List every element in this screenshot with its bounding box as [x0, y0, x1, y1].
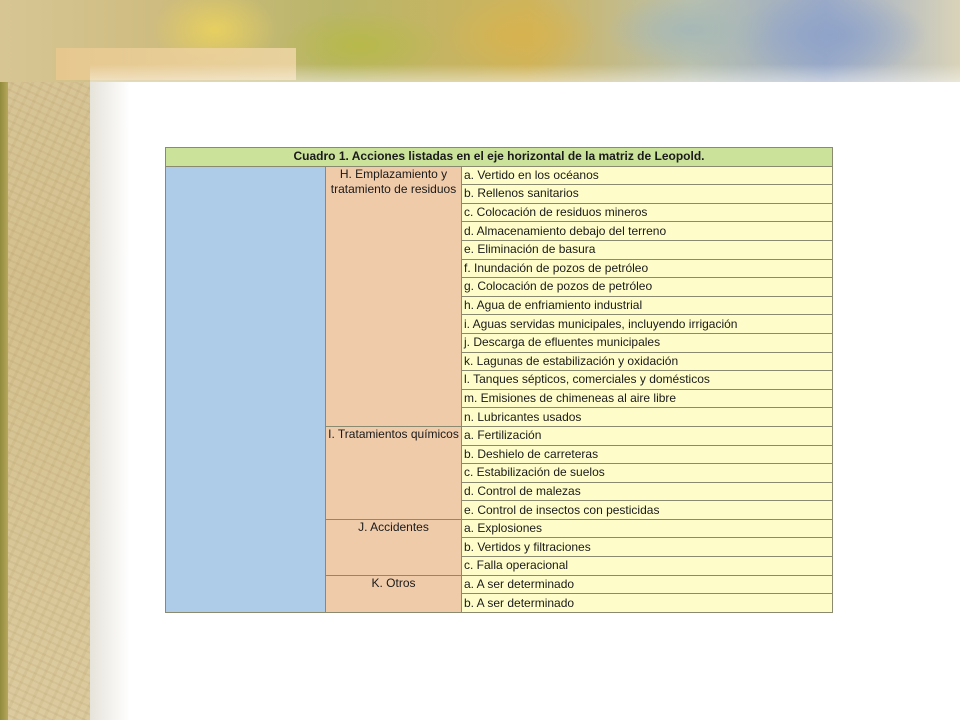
action-item-cell: j. Descarga de efluentes municipales	[462, 333, 833, 352]
table-title: Cuadro 1. Acciones listadas en el eje horizontal de la matriz de Leopold.	[166, 148, 833, 167]
action-item-cell: m. Emisiones de chimeneas al aire libre	[462, 389, 833, 408]
background-left-strip	[0, 0, 90, 720]
group-label-cell: H. Emplazamiento y tratamiento de residuos	[326, 166, 462, 426]
action-item-cell: c. Estabilización de suelos	[462, 464, 833, 483]
table-title-row	[166, 148, 833, 167]
action-item-cell: b. Deshielo de carreteras	[462, 445, 833, 464]
action-item-cell: h. Agua de enfriamiento industrial	[462, 296, 833, 315]
action-item-cell: d. Control de malezas	[462, 482, 833, 501]
action-item-cell: a. Explosiones	[462, 519, 833, 538]
group-label-cell: J. Accidentes	[326, 519, 462, 575]
table-row	[166, 166, 833, 185]
action-item-cell: k. Lagunas de estabilización y oxidación	[462, 352, 833, 371]
action-item-cell: b. Vertidos y filtraciones	[462, 538, 833, 557]
action-item-cell: b. A ser determinado	[462, 594, 833, 613]
action-item-cell: c. Falla operacional	[462, 557, 833, 576]
action-item-cell: i. Aguas servidas municipales, incluyendo irrigación	[462, 315, 833, 334]
background-content-shadow	[90, 82, 130, 720]
action-item-cell: a. A ser determinado	[462, 575, 833, 594]
category-blank-cell	[166, 166, 326, 612]
group-label-cell: I. Tratamientos químicos	[326, 426, 462, 519]
action-item-cell: c. Colocación de residuos mineros	[462, 203, 833, 222]
action-item-cell: l. Tanques sépticos, comerciales y domésticos	[462, 371, 833, 390]
action-item-cell: n. Lubricantes usados	[462, 408, 833, 427]
action-item-cell: f. Inundación de pozos de petróleo	[462, 259, 833, 278]
action-item-cell: d. Almacenamiento debajo del terreno	[462, 222, 833, 241]
background-left-edge	[0, 0, 8, 720]
action-item-cell: a. Fertilización	[462, 426, 833, 445]
action-item-cell: e. Control de insectos con pesticidas	[462, 501, 833, 520]
action-item-cell: b. Rellenos sanitarios	[462, 185, 833, 204]
action-item-cell: e. Eliminación de basura	[462, 240, 833, 259]
action-item-cell: a. Vertido en los océanos	[462, 166, 833, 185]
leopold-actions-table	[165, 147, 833, 613]
action-item-cell: g. Colocación de pozos de petróleo	[462, 278, 833, 297]
group-label-cell: K. Otros	[326, 575, 462, 612]
background-banner-fade	[90, 64, 960, 104]
